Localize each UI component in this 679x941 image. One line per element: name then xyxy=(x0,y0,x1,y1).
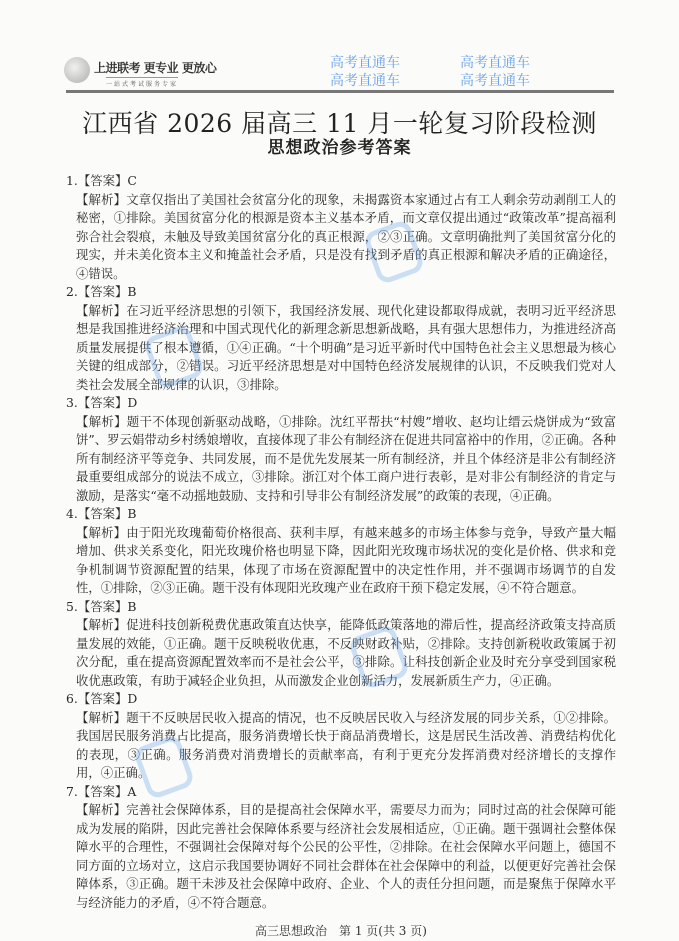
question-item xyxy=(66,394,616,505)
question-item xyxy=(66,690,616,783)
explanation: 【解析】文章仅指出了美国社会贫富分化的现象，未揭露资本家通过占有工人剩余劳动剥削工人的秘密，①排除。美国贫富分化的根源是资本主义基本矛盾，而文章仅提出通过“政策改革”提高福利弥合社会裂痕，未触及导致美国贫富分化的真正根源，②③正确。文章明确批判了美国贫富分化的现实，并未美化资本主义和掩盖社会矛盾，只是没有找到矛盾的真正根源和解决矛盾的正确途径，④错误。 xyxy=(76,191,616,281)
answer-line: 6.【答案】D xyxy=(66,691,138,706)
header-divider xyxy=(66,90,614,93)
question-item xyxy=(66,283,616,394)
watermark-text: 高考直通车 xyxy=(330,55,400,71)
page-subtitle: 思想政治参考答案 xyxy=(267,138,412,158)
answer-line: 4.【答案】B xyxy=(66,506,137,521)
watermark-text: 高考直通车 xyxy=(460,55,530,71)
answer-line: 1.【答案】C xyxy=(66,173,137,188)
explanation: 【解析】由于阳光玫瑰葡萄价格很高、获利丰厚，有越来越多的市场主体参与竞争，导致产量大幅增加、供求关系变化，阳光玫瑰价格也明显下降，因此阳光玫瑰市场状况的变化是价格、供求和竞争机制调节资源配置的结果，体现了市场在资源配置中的决定性作用，并不强调市场调节的自发性，①排除，②③正确。题干没有体现阳光玫瑰产业在政府干预下稳定发展，④不符合题意。 xyxy=(76,524,616,595)
answer-line: 5.【答案】B xyxy=(66,598,137,614)
question-item xyxy=(66,598,616,691)
logo-subtitle: 一站式考试服务专家 xyxy=(106,77,178,88)
answer-list xyxy=(66,172,616,941)
question-item xyxy=(66,505,616,598)
page-title: 江西省 2026 届高三 11 月一轮复习阶段检测 xyxy=(82,109,597,138)
explanation: 【解析】促进科技创新税费优惠政策直达快享，能降低政策落地的滞后性，提高经济政策支持高质量发展的效能，①正确。题干反映税收优惠，不反映财政补贴，②排除。支持创新税收政策属于初次分配，重在提高资源配置效率而不是社会公平，③排除。让科技创新企业及时充分享受到国家税收优惠政策，有助于减轻企业负担，从而激发企业创新活力，发展新质生产力，④正确。 xyxy=(76,617,616,688)
explanation: 【解析】题干不反映居民收入提高的情况，也不反映居民收入与经济发展的同步关系，①②排除。我国居民服务消费占比提高，服务消费增长快于商品消费增长，这是居民生活改善、消费结构优化的表现，③正确。服务消费对消费增长的贡献率高，有利于更充分发挥消费对经济增长的支撑作用，④正确。 xyxy=(76,709,616,780)
explanation: 【解析】题干不体现创新驱动战略，①排除。沈红平帮扶“村嫂”增收、赵均让缙云烧饼成为“致富饼”、罗云娟带动乡村绣娘增收，直接体现了非公有制经济在促进共同富裕中的作用，②正确。各种所有制经济平等竞争、共同发展，而不是优先发展某一所有制经济，并且个体经济是非公有制经济最重要组成部分的说法不成立，③排除。浙江对个体工商户进行表彰，是对非公有制经济的肯定与激励，是落实“毫不动摇地鼓励、支持和引导非公有制经济发展”的政策的表现，④正确。 xyxy=(76,413,616,503)
explanation: 【解析】在习近平经济思想的引领下，我国经济发展、现代化建设都取得成就，表明习近平经济思想是我国推进经济治理和中国式现代化的新理念新思想新战略，具有强大思想伟力，为推进经济高质量发展提供了根本遵循，①④正确。“十个明确”是习近平新时代中国特色社会主义思想最为核心关键的组成部分，②错误。习近平经济思想是对中国特色经济发展规律的认识，不反映我们党对人类社会发展全部规律的认识，③排除。 xyxy=(76,302,616,392)
logo-slogan: 上进联考 更专业 更放心 xyxy=(94,61,217,75)
question-item xyxy=(66,783,616,913)
page-footer: 高三思想政治 第 1 页(共 3 页) xyxy=(255,924,427,938)
answer-line: 2.【答案】B xyxy=(66,284,137,299)
answer-line: 7.【答案】A xyxy=(66,783,137,799)
watermark-text: 高考直通车 xyxy=(330,73,400,89)
answer-line: 3.【答案】D xyxy=(66,395,138,410)
question-item xyxy=(66,172,616,283)
publisher-logo xyxy=(64,55,224,93)
watermark-text: 高考直通车 xyxy=(460,73,530,89)
logo-emblem-icon xyxy=(64,57,90,83)
explanation: 【解析】完善社会保障体系，目的是提高社会保障水平，需要尽力而为；同时过高的社会保障可能成为发展的陷阱，因此完善社会保障体系要与经济社会发展相适应，①正确。题干强调社会整体保障水平的合理性，不强调社会保障对每个公民的公平性，②排除。在社会保障水平问题上，德国不同方面的立场对立，这启示我国要协调好不同社会群体在社会保障中的利益，以便更好完善社会保障体系，③正确。题干未涉及社会保障中政府、企业、个人的责任分担问题，而是聚焦于保障水平与经济能力的矛盾，④不符合题意。 xyxy=(76,802,616,910)
